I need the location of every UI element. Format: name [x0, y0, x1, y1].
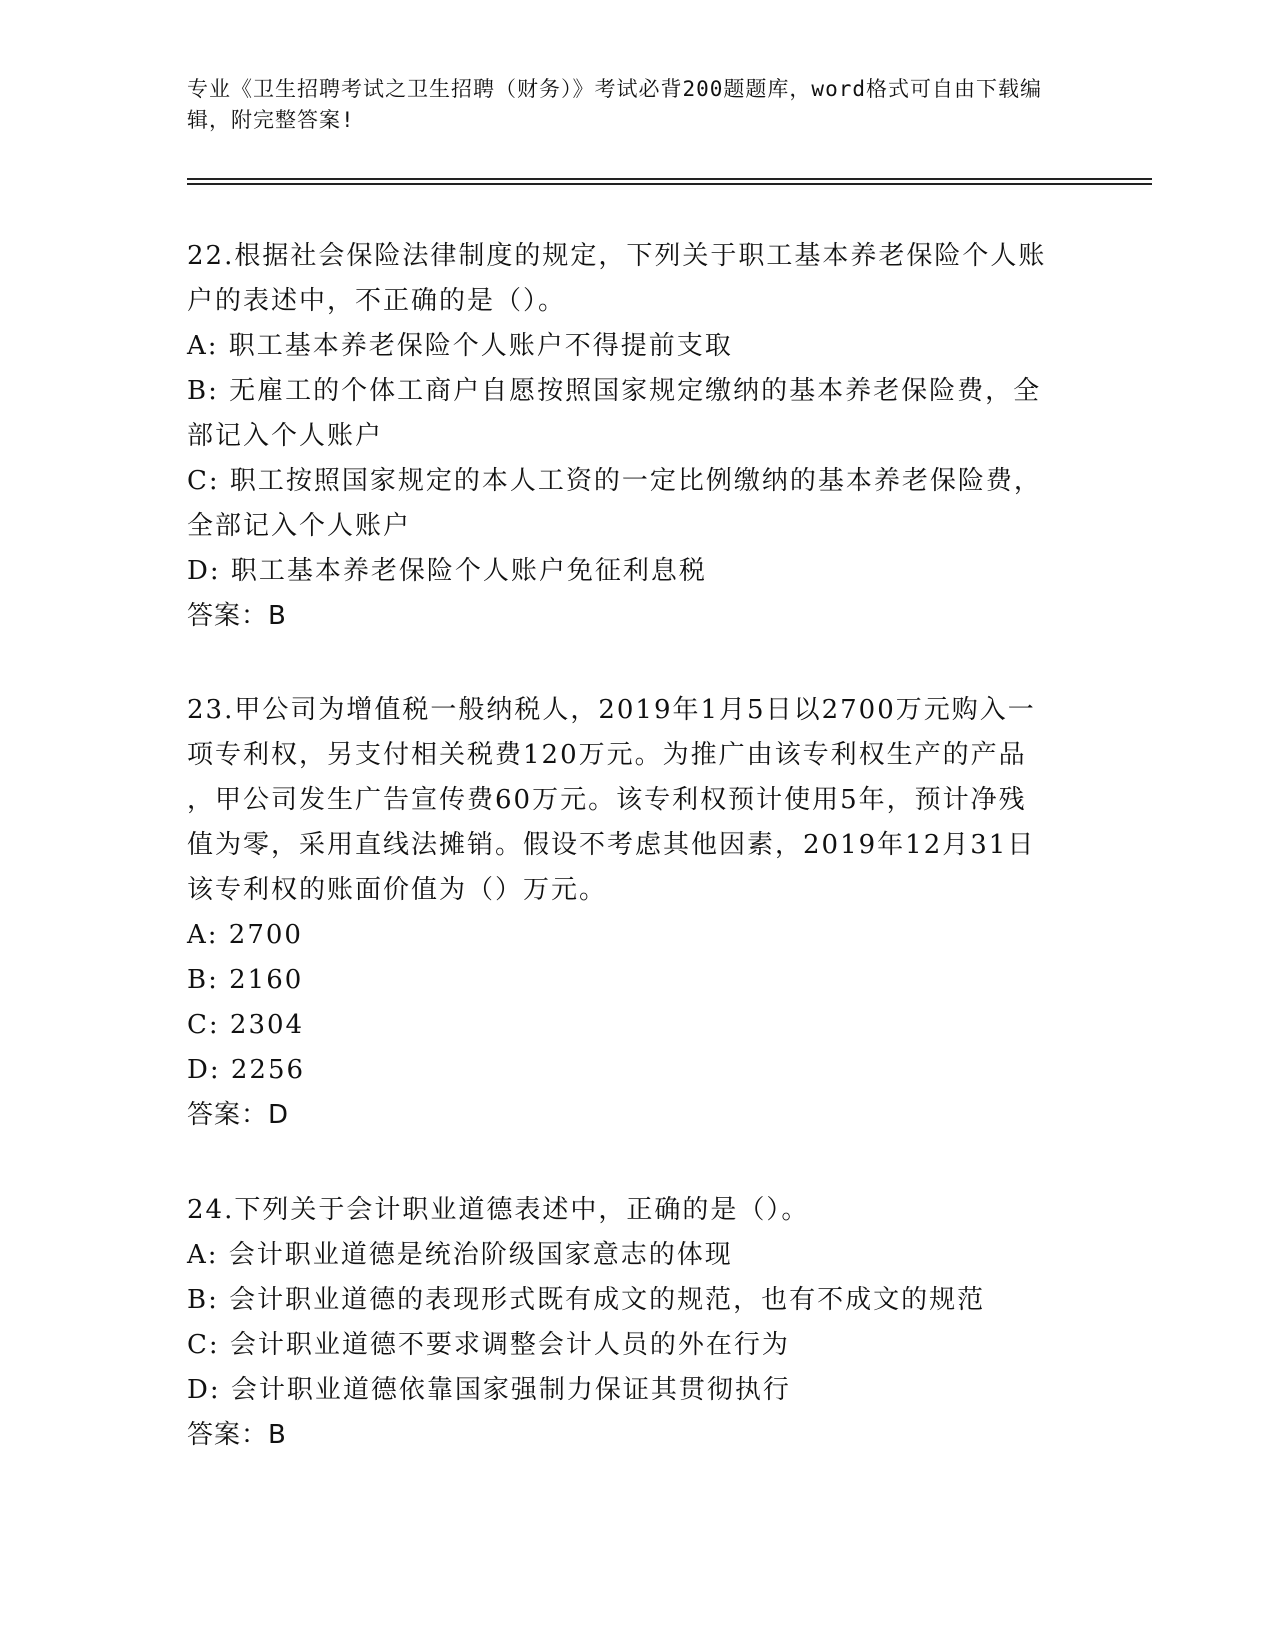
- option-d: D: 2256: [187, 1055, 306, 1085]
- question-text-line: 22.根据社会保险法律制度的规定，下列关于职工基本养老保险个人账: [187, 241, 1047, 271]
- option-d: D: 会计职业道德依靠国家强制力保证其贯彻执行: [187, 1375, 791, 1405]
- option-a: A: 2700: [187, 920, 303, 950]
- option-b-continued: 部记入个人账户: [187, 421, 384, 451]
- answer-label: 答案：B: [187, 1420, 287, 1450]
- question-22: [187, 234, 1087, 639]
- option-c: C: 2304: [187, 1010, 305, 1040]
- question-text-line: 户的表述中，不正确的是（）。: [187, 286, 567, 316]
- option-b: B: 会计职业道德的表现形式既有成文的规范，也有不成文的规范: [187, 1285, 986, 1315]
- option-b: B: 无雇工的个体工商户自愿按照国家规定缴纳的基本养老保险费，全: [187, 376, 1042, 406]
- question-text-line: ，甲公司发生广告宣传费60万元。该专利权预计使用5年，预计净残: [187, 785, 1027, 815]
- question-text-line: 项专利权，另支付相关税费120万元。为推广由该专利权生产的产品: [187, 740, 1027, 770]
- option-a: A: 职工基本养老保险个人账户不得提前支取: [187, 331, 733, 361]
- document-header: 专业《卫生招聘考试之卫生招聘（财务）》考试必背200题题库，word格式可自由下载编辑，附完整答案!: [187, 77, 1042, 132]
- header-rule-top: [187, 178, 1152, 180]
- option-c-continued: 全部记入个人账户: [187, 511, 412, 541]
- option-a: A: 会计职业道德是统治阶级国家意志的体现: [187, 1240, 733, 1270]
- header-rule-bottom: [187, 183, 1152, 185]
- option-d: D: 职工基本养老保险个人账户免征利息税: [187, 556, 707, 586]
- question-24: [187, 1188, 1087, 1458]
- question-text-line: 23.甲公司为增值税一般纳税人，2019年1月5日以2700万元购入一: [187, 695, 1036, 725]
- question-text-line: 该专利权的账面价值为（）万元。: [187, 875, 608, 905]
- option-c: C: 会计职业道德不要求调整会计人员的外在行为: [187, 1330, 790, 1360]
- answer-label: 答案：D: [187, 1100, 290, 1130]
- question-text-line: 24.下列关于会计职业道德表述中，正确的是（）。: [187, 1195, 810, 1225]
- option-c: C: 职工按照国家规定的本人工资的一定比例缴纳的基本养老保险费，: [187, 466, 1042, 496]
- option-b: B: 2160: [187, 965, 304, 995]
- answer-label: 答案：B: [187, 601, 287, 631]
- question-23: [187, 688, 1087, 1138]
- question-text-line: 值为零，采用直线法摊销。假设不考虑其他因素，2019年12月31日: [187, 830, 1036, 860]
